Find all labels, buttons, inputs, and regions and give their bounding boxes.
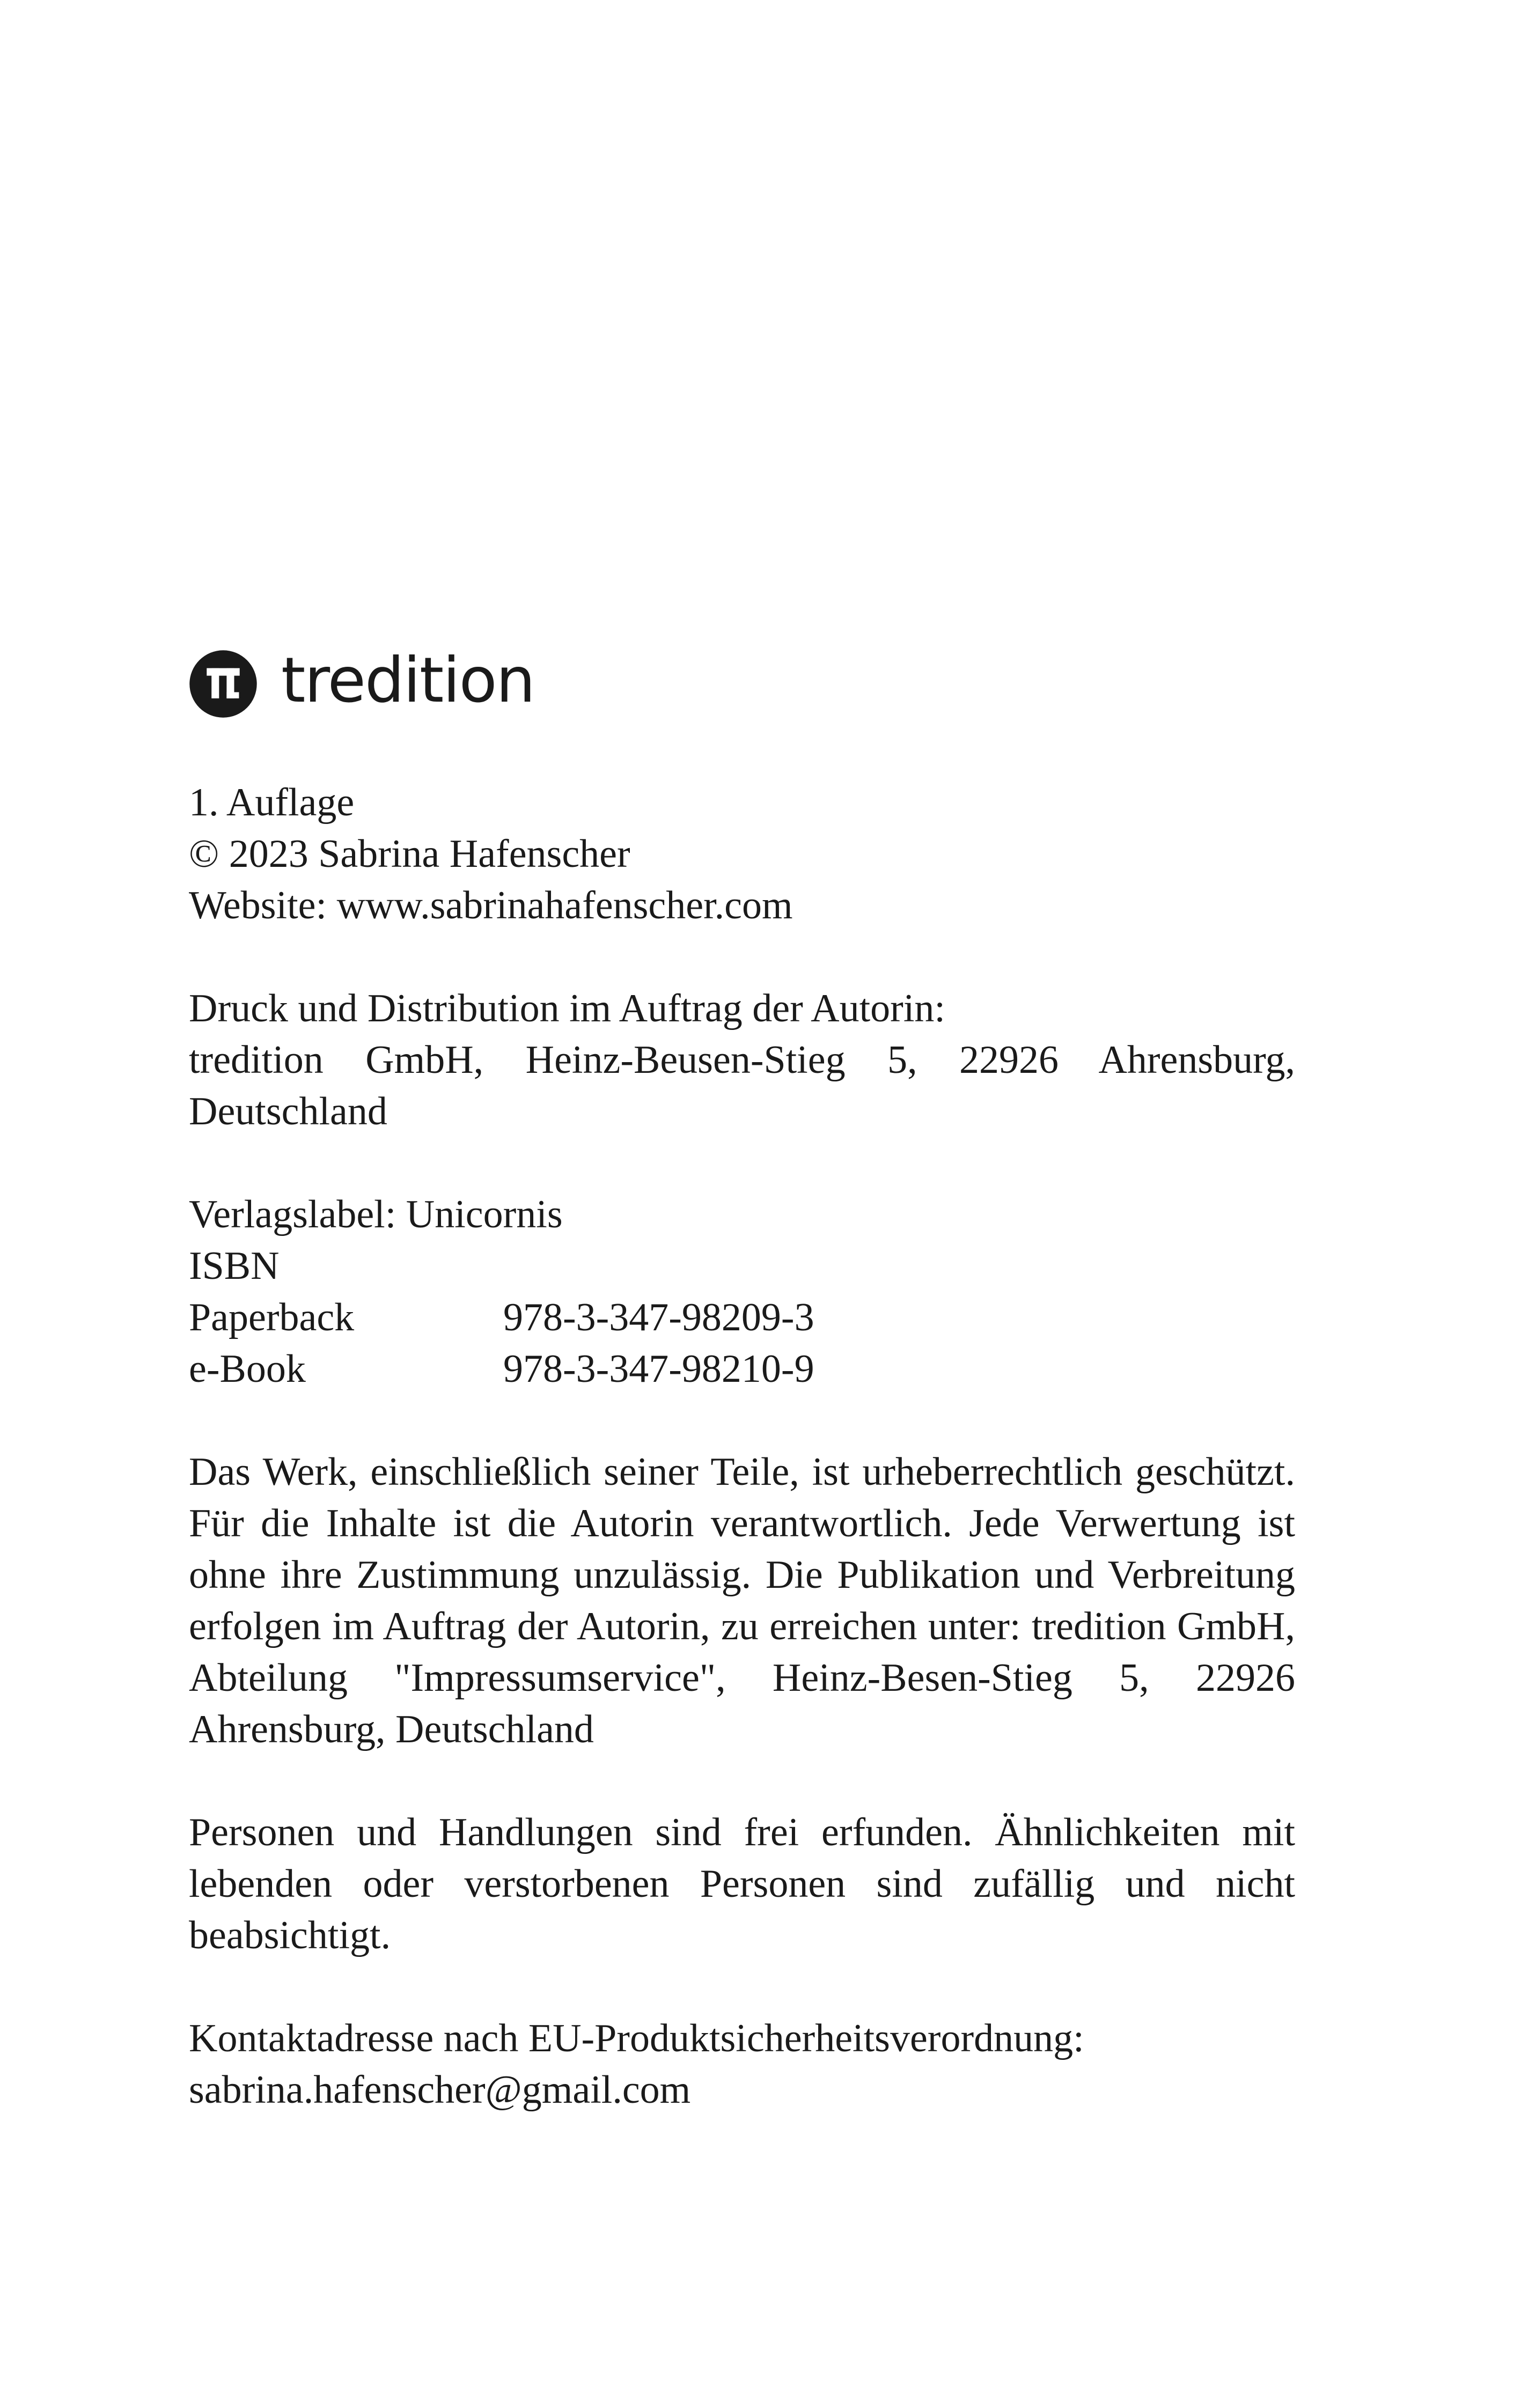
copyright-line: © 2023 Sabrina Hafenscher xyxy=(189,832,630,876)
distribution-address: tredition GmbH, Heinz-Beusen-Stieg 5, 22926 Ahrensburg, Deutschland xyxy=(189,1038,1295,1133)
edition-line: 1. Auflage xyxy=(189,780,355,824)
isbn-heading: ISBN xyxy=(189,1244,280,1288)
logo-wordmark: tredition xyxy=(281,644,535,717)
fiction-notice: Personen und Handlungen sind frei erfunden. Ähnlichkeiten mit lebenden oder verstorbenen Personen sind zufällig und nicht beabsichtigt. xyxy=(189,1810,1295,1957)
distribution-heading: Druck und Distribution im Auftrag der Autorin: xyxy=(189,986,945,1030)
publisher-logo xyxy=(189,646,534,721)
website-line: Website: www.sabrinahafenscher.com xyxy=(189,883,793,927)
distribution-block xyxy=(189,983,1295,1137)
contact-heading: Kontaktadresse nach EU-Produktsicherheitsverordnung: xyxy=(189,2016,1084,2060)
isbn-number: 978-3-347-98209-3 xyxy=(503,1295,814,1339)
copyright-notice: Das Werk, einschließlich seiner Teile, ist urheberrechtlich geschützt. Für die Inhalte ist die Autorin verantwortlich. Jede Verwertung ist ohne ihre Zustimmung unzulässig. Die Publikation und Verbreitung erfolgen im Auftrag der Autorin, zu erreichen unter: tredition GmbH, Abteilung "Impressumservice", Heinz-Besen-Stieg 5, 22926 Ahrensburg, Deutschland xyxy=(189,1450,1295,1751)
isbn-row-ebook xyxy=(189,1343,1295,1395)
tredition-logo-icon xyxy=(189,650,258,718)
edition-block xyxy=(189,777,1295,931)
isbn-number: 978-3-347-98210-9 xyxy=(503,1347,814,1391)
contact-email: sabrina.hafenscher@gmail.com xyxy=(189,2068,691,2112)
contact-block xyxy=(189,2013,1295,2116)
isbn-format: Paperback xyxy=(189,1295,355,1339)
publisher-label: Verlagslabel: Unicornis xyxy=(189,1192,563,1236)
isbn-format: e-Book xyxy=(189,1347,306,1391)
isbn-row-paperback xyxy=(189,1292,1295,1343)
imprint-content xyxy=(189,777,1295,2116)
publisher-block xyxy=(189,1189,1295,1395)
